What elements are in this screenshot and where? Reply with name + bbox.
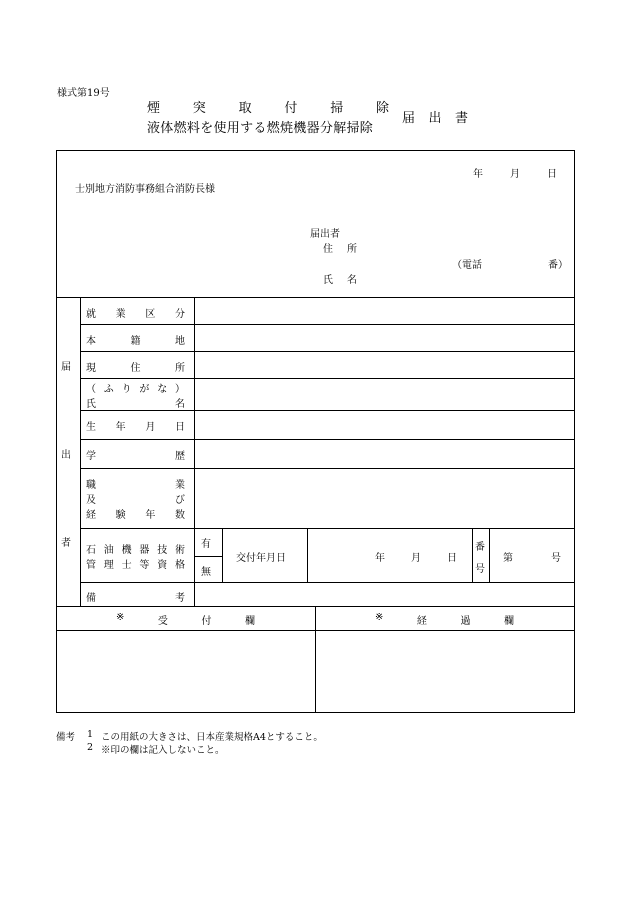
applicant-name-label: 氏 名 (323, 275, 357, 286)
birthdate-label: 生 年 月 日 (86, 422, 185, 433)
title-line1: 煙 突 取 付 掃 除 (147, 101, 389, 116)
phone-open: （電話 (452, 260, 482, 271)
note1-number: 1 (87, 729, 94, 740)
qualification-yes: 有 (201, 539, 211, 550)
applicant-address-label: 住 所 (323, 244, 357, 255)
job-label-2: 及 び (86, 495, 185, 506)
side-label-2: 出 (61, 450, 71, 461)
note1-text: この用紙の大きさは、日本産業規格A4とすること。 (101, 732, 323, 743)
qualification-no: 無 (201, 567, 211, 578)
number-label: 番 号 (475, 542, 485, 575)
addressee: 士別地方消防事務組合消防長様 (75, 184, 215, 195)
occupation-label: 就 業 区 分 (86, 309, 185, 320)
side-label-1: 届 (61, 362, 71, 373)
education-label: 学 歴 (86, 451, 185, 462)
date-field: 年 月 日 (473, 169, 557, 180)
issue-date-label: 交付年月日 (236, 553, 286, 564)
domicile-label: 本 籍 地 (86, 336, 185, 347)
qualification-label-1: 石 油 機 器 技 術 (86, 545, 185, 556)
notes-heading: 備考 (56, 732, 76, 743)
current-address-label: 現 住 所 (86, 363, 185, 374)
note2-number: 2 (87, 742, 94, 753)
job-label-3: 経 験 年 数 (86, 510, 185, 521)
furigana-label: （ ふ り が な ） (86, 384, 185, 395)
applicant-label: 届出者 (310, 229, 340, 240)
side-label-3: 者 (61, 538, 71, 549)
remarks-label: 備 考 (86, 593, 185, 604)
number-value: 第 号 (503, 553, 561, 564)
reception-label: ※ 受 付 欄 (116, 612, 255, 627)
issue-date-value: 年 月 日 (375, 553, 457, 564)
progress-label: ※ 経 過 欄 (375, 612, 514, 627)
job-label-1: 職 業 (86, 480, 185, 491)
qualification-label-2: 管 理 士 等 資 格 (86, 560, 185, 571)
form-number: 様式第19号 (57, 88, 110, 99)
note2-text: ※印の欄は記入しないこと。 (101, 745, 225, 756)
phone-close: 番） (548, 260, 568, 271)
title-suffix: 届 出 書 (402, 111, 468, 126)
name-label: 氏 名 (86, 399, 185, 410)
title-line2: 液体燃料を使用する燃焼機器分解掃除 (147, 121, 374, 136)
